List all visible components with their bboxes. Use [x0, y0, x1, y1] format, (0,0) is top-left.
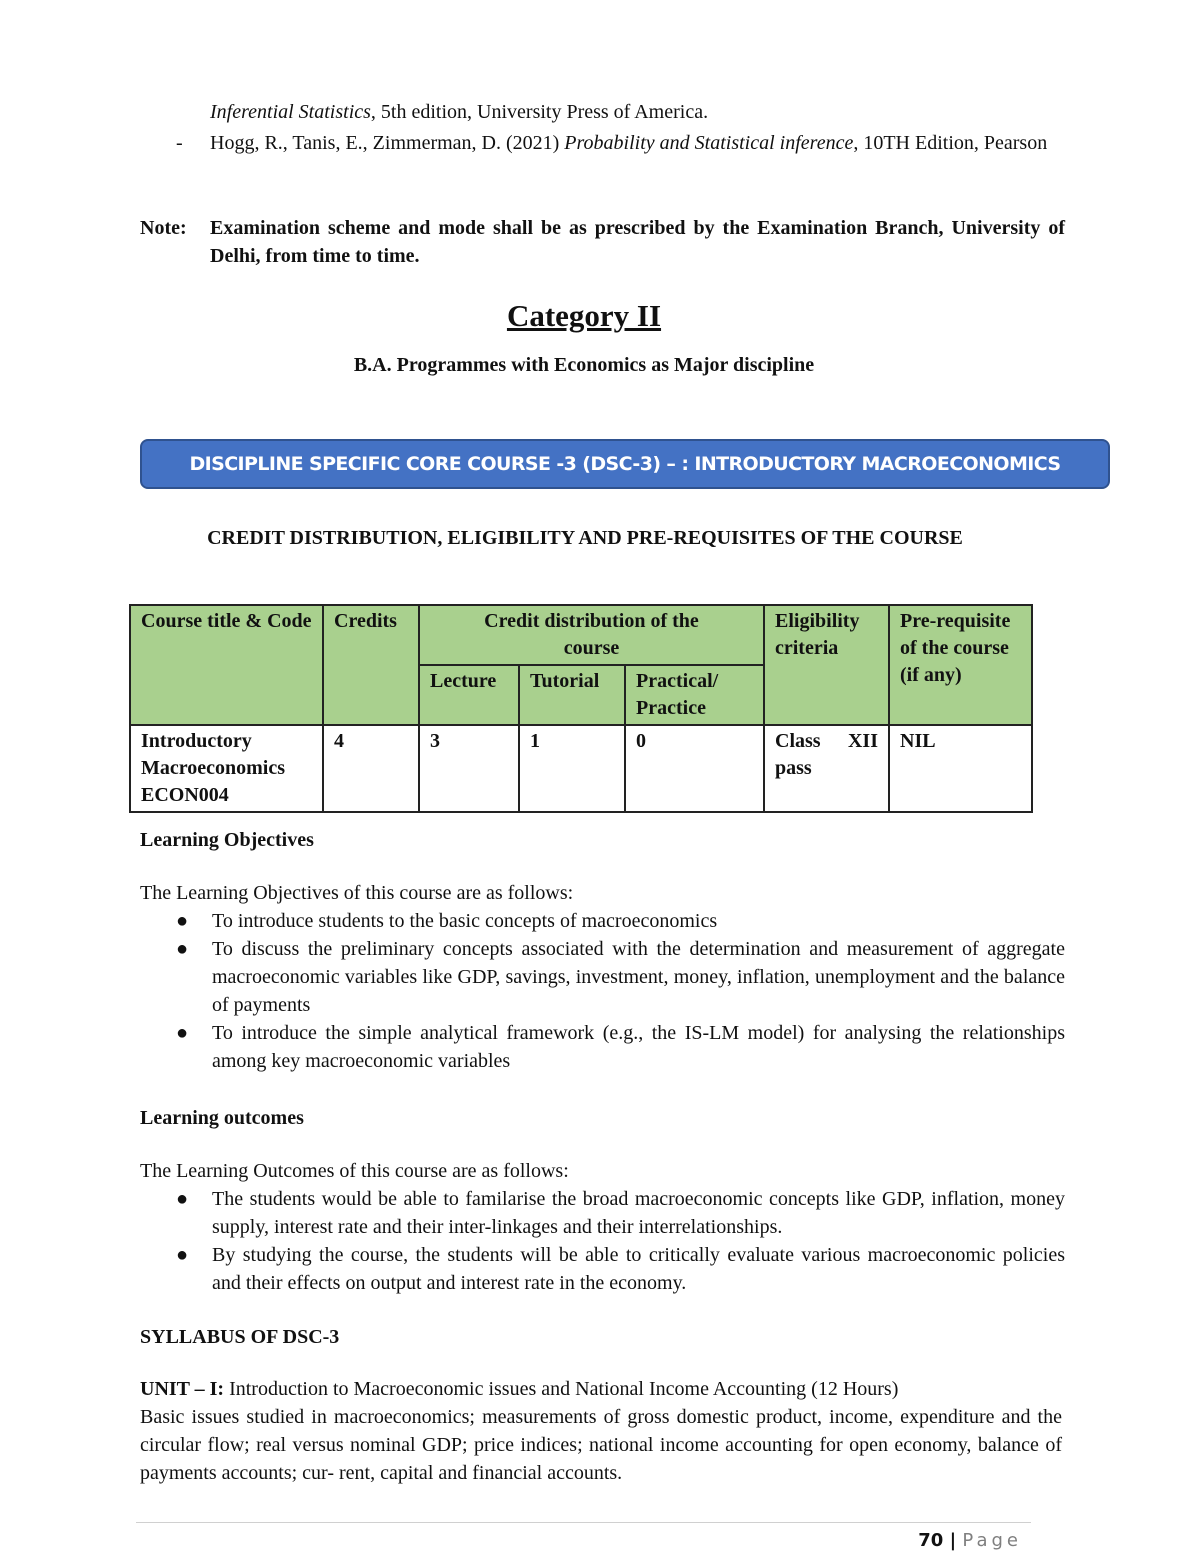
- credit-distribution-table: [129, 604, 1033, 813]
- header-lecture: Lecture: [419, 665, 519, 725]
- list-item: [140, 907, 1065, 935]
- header-credits: Credits: [323, 605, 419, 725]
- list-item: [140, 1019, 1065, 1075]
- learning-outcomes-heading: Learning outcomes: [140, 1107, 304, 1129]
- bullet-icon: ●: [176, 1188, 189, 1210]
- bullet-icon: ●: [176, 938, 189, 960]
- unit-1-body: Basic issues studied in macroeconomics; measurements of gross domestic product, income, expenditure and the circular flow; real versus nominal GDP; price indices; national income accounting for open economy, balance of payments accounts; cur- rent, capital and financial accounts.: [140, 1406, 1062, 1484]
- category-subtitle: B.A. Programmes with Economics as Major discipline: [353, 354, 815, 376]
- exam-note: [140, 214, 1065, 270]
- page-footer: [0, 1528, 1022, 1554]
- list-item: [140, 935, 1065, 1019]
- header-practical: Practical/ Practice: [625, 665, 764, 725]
- syllabus-heading: SYLLABUS OF DSC-3: [140, 1326, 340, 1348]
- learning-objectives-intro: The Learning Objectives of this course are as follows:: [140, 882, 574, 904]
- course-banner-text: DISCIPLINE SPECIFIC CORE COURSE -3 (DSC-3) – : INTRODUCTORY MACROECONOMICS: [189, 453, 1061, 475]
- reference-1-title: Inferential Statistics: [210, 101, 371, 123]
- reference-2: [210, 129, 1065, 157]
- list-item-text: To discuss the preliminary concepts associated with the determination and measurement of aggregate macroeconomic variables like GDP, savings, investment, money, inflation, unemployment and the balance of payments: [212, 938, 1065, 1016]
- bullet-icon: ●: [176, 910, 189, 932]
- reference-1-rest: , 5th edition, University Press of America.: [370, 101, 709, 123]
- cell-tutorial: 1: [519, 725, 625, 812]
- table-row: [130, 725, 1032, 812]
- reference-2-authors: Hogg, R., Tanis, E., Zimmerman, D. (2021): [210, 132, 565, 154]
- list-item: [140, 1241, 1065, 1297]
- list-item: [140, 1185, 1065, 1241]
- note-text: Examination scheme and mode shall be as prescribed by the Examination Branch, University of Delhi, from time to time.: [210, 217, 1065, 267]
- cell-practical: 0: [625, 725, 764, 812]
- header-course-title: Course title & Code: [130, 605, 323, 725]
- page-label: Page: [962, 1530, 1022, 1551]
- reference-1: [210, 98, 1070, 126]
- learning-objectives-list: [140, 907, 1065, 1075]
- reference-2-rest: , 10TH Edition, Pearson: [853, 132, 1048, 154]
- unit-1-label: UNIT – I:: [140, 1378, 230, 1400]
- footer-separator: |: [943, 1530, 963, 1551]
- header-eligibility: Eligibility criteria: [764, 605, 889, 725]
- header-prerequisite: Pre-requisite of the course (if any): [889, 605, 1032, 725]
- list-item-text: The students would be able to familarise the broad macroeconomic concepts like GDP, inflation, money supply, interest rate and their inter-linkages and their interrelationships.: [212, 1188, 1065, 1238]
- note-label: Note:: [140, 217, 187, 239]
- learning-outcomes-intro: The Learning Outcomes of this course are as follows:: [140, 1160, 569, 1182]
- footer-divider: [136, 1522, 1031, 1523]
- cell-prerequisite: NIL: [889, 725, 1032, 812]
- cell-course: Introductory Macroeconomics ECON004: [130, 725, 323, 812]
- page-number: 70: [918, 1530, 944, 1551]
- header-credit-distribution: Credit distribution of the course: [419, 605, 764, 665]
- cell-eligibility: Class XII pass: [764, 725, 889, 812]
- category-title: Category II: [506, 298, 662, 333]
- learning-outcomes-list: [140, 1185, 1065, 1297]
- reference-2-title: Probability and Statistical inference: [564, 132, 854, 154]
- learning-objectives-heading: Learning Objectives: [140, 829, 314, 851]
- list-item-text: To introduce the simple analytical framework (e.g., the IS-LM model) for analysing the relationships among key macroeconomic variables: [212, 1022, 1065, 1072]
- cell-lecture: 3: [419, 725, 519, 812]
- unit-1-title: Introduction to Macroeconomic issues and National Income Accounting (12 Hours): [229, 1378, 899, 1400]
- list-item-text: To introduce students to the basic concepts of macroeconomics: [212, 910, 718, 932]
- list-item-text: By studying the course, the students will be able to critically evaluate various macroeconomic policies and their effects on output and interest rate in the economy.: [212, 1244, 1065, 1294]
- reference-2-dash: -: [176, 132, 183, 154]
- course-banner: [140, 439, 1110, 489]
- unit-1: [140, 1375, 1062, 1487]
- unit-1-heading: [140, 1375, 1062, 1403]
- bullet-icon: ●: [176, 1244, 189, 1266]
- header-tutorial: Tutorial: [519, 665, 625, 725]
- cell-credits: 4: [323, 725, 419, 812]
- bullet-icon: ●: [176, 1022, 189, 1044]
- table-header-row: [130, 605, 1032, 665]
- credit-section-heading: CREDIT DISTRIBUTION, ELIGIBILITY AND PRE-REQUISITES OF THE COURSE: [207, 527, 963, 549]
